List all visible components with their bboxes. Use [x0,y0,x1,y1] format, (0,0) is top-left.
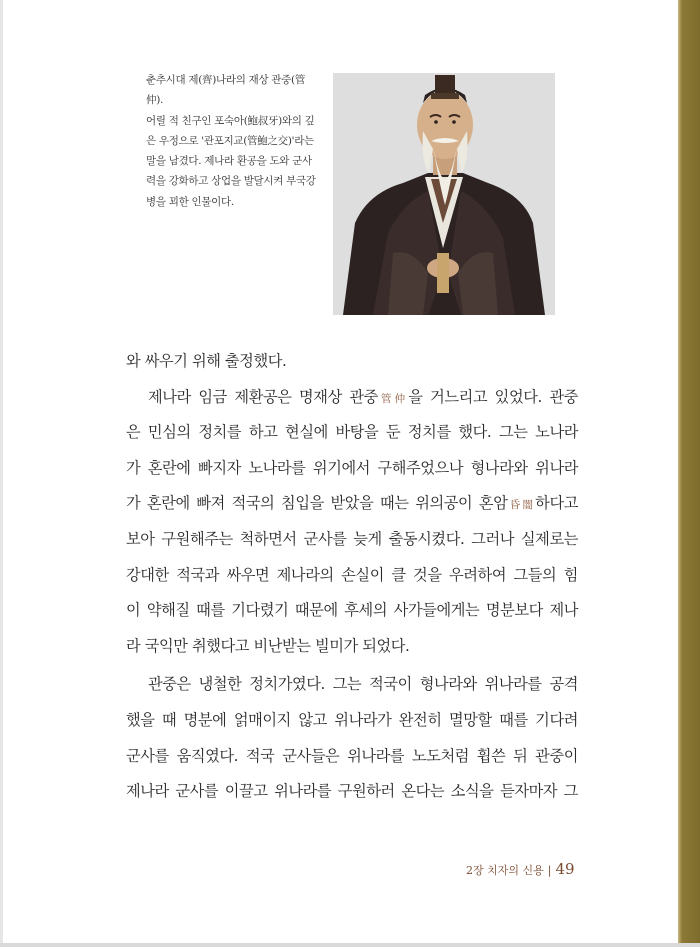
text-line: 와 싸우기 위해 출정했다. [126,352,287,370]
caption-line: 병을 꾀한 인물이다. [146,195,234,208]
text-line: 했을 때 명분에 얽매이지 않고 위나라가 완전히 멸망할 때를 기다려 [126,710,578,729]
text-line: 제나라 군사를 이끌고 위나라를 구원하러 온다는 소식을 듣자마자 그 [126,782,578,801]
caption-line: 말을 남겼다. 제나라 환공을 도와 군사 [146,155,312,168]
text-line: 강대한 적국과 싸우면 제나라의 손실이 클 것을 우려하여 그들의 힘 [126,565,578,584]
chapter-title: 2장 치자의 신용 [466,864,544,877]
caption-line: 어릴 적 친구인 포숙아(鮑叔牙)와의 깊 [146,114,315,127]
text-line: 관중은 냉철한 정치가였다. 그는 적국이 형나라와 위나라를 공격 [148,675,578,694]
text-line: 이 약해질 때를 기다렸기 때문에 후세의 사가들에게는 명분보다 제나 [126,601,578,620]
text-line [126,486,578,522]
body-text [126,344,578,810]
text-segment: 을 거느리고 있었다. 관중 [408,387,579,406]
text-line [126,380,578,416]
page-left-edge [0,0,3,947]
page-bottom-edge [0,943,700,947]
page-edge-accent-bar [678,0,700,947]
portrait-figure-icon [333,73,555,315]
page-number: 49 [555,860,575,878]
text-line: 군사를 움직였다. 적국 군사들은 위나라를 노도처럼 휩쓴 뒤 관중이 [126,746,578,765]
portrait-caption [146,70,321,212]
hanja-gloss: 管仲 [377,392,409,405]
caption-line: 춘추시대 제(齊)나라의 재상 관중(管仲). [146,74,306,107]
text-segment: 제나라 임금 제환공은 명재상 관중 [148,387,378,406]
caption-line: 은 우정으로 '관포지교(管鮑之交)'라는 [146,134,314,147]
text-segment: 가 혼란에 빠져 적국의 침입을 받았을 때는 위의공이 혼암 [126,494,508,513]
text-segment: 하다고 [535,494,578,513]
footer-separator: | [547,864,552,877]
text-line: 가 혼란에 빠지자 노나라를 위기에서 구해주었으나 형나라와 위나라 [126,458,578,477]
caption-line: 력을 강화하고 상업을 발달시켜 부국강 [146,175,316,188]
hanja-gloss: 昏闇 [507,499,536,512]
text-line: 보아 구원해주는 척하면서 군사를 늦게 출동시켰다. 그러나 실제로는 [126,529,578,548]
page-footer [466,860,586,878]
text-line: 은 민심의 정치를 하고 현실에 바탕을 둔 정치를 했다. 그는 노나라 [126,423,578,442]
portrait-image [333,73,555,315]
text-line: 라 국익만 취했다고 비난받는 빌미가 되었다. [126,636,410,655]
